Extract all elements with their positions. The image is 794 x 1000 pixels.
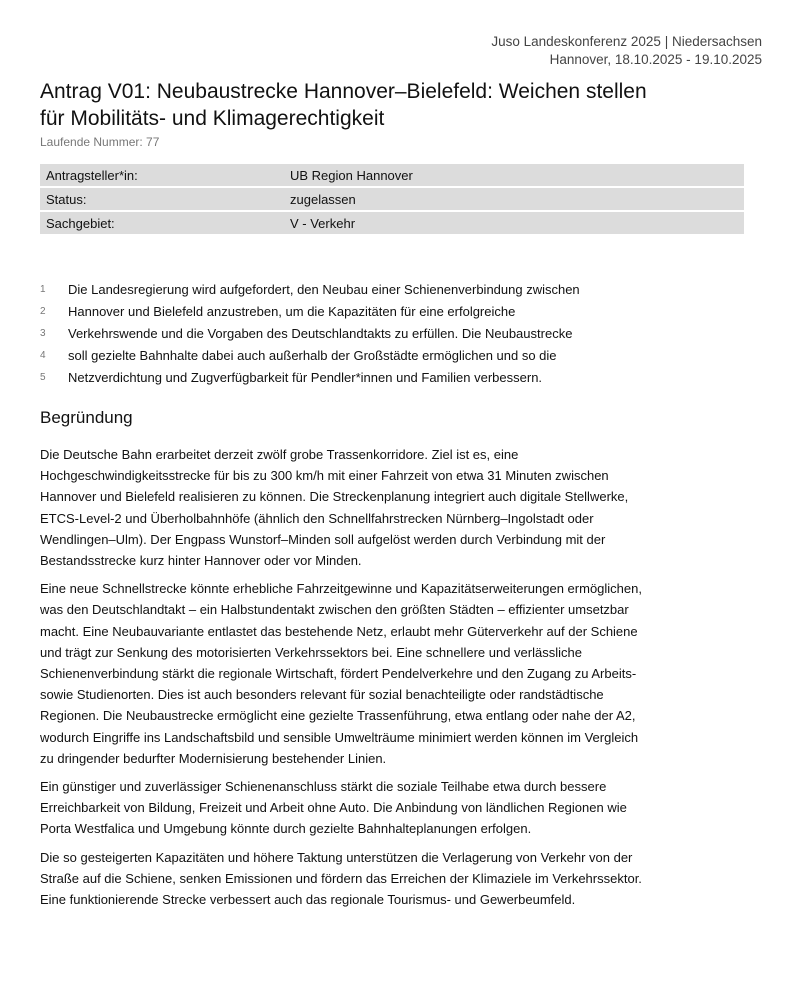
meta-value: zugelassen (284, 187, 744, 211)
motion-title-line: Antrag V01: Neubaustrecke Hannover–Bielefeld: Weichen stellen (40, 80, 647, 103)
line-number: 3 (40, 327, 46, 339)
paragraph-line: Hochgeschwindigkeitsstrecke für bis zu 300 km/h mit einer Fahrzeit von etwa 31 Minuten zwischen (40, 468, 609, 484)
paragraph-line: wodurch Eingriffe ins Landschaftsbild und sensible Umwelträume minimiert werden können im Vergleich (40, 729, 639, 745)
paragraph-line: Eine funktionierende Strecke verbessert auch das regionale Tourismus- und Gewerbeumfeld. (40, 892, 576, 908)
line-number: 5 (40, 371, 46, 383)
reasoning-body (40, 444, 760, 917)
document-header (491, 33, 762, 69)
reasoning-paragraph (40, 444, 760, 571)
paragraph-line: Die Deutsche Bahn erarbeitet derzeit zwölf grobe Trassenkorridore. Ziel ist es, eine (40, 447, 519, 462)
meta-key: Antragsteller*in: (40, 164, 284, 187)
meta-row-subject (40, 211, 744, 235)
paragraph-line: Straße auf die Schiene, senken Emissionen und fördern das Erreichen der Klimaziele im Verkehrssektor. (40, 870, 642, 886)
line-text: Netzverdichtung und Zugverfügbarkeit für Pendler*innen und Familien verbessern. (68, 369, 543, 385)
line-number: 2 (40, 305, 46, 317)
paragraph-line: Eine neue Schnellstrecke könnte erhebliche Fahrzeitgewinne und Kapazitätserweiterungen ermöglichen, (40, 581, 642, 597)
paragraph-line: Ein günstiger und zuverlässiger Schienenanschluss stärkt die soziale Teilhabe etwa durch bessere (40, 779, 607, 795)
motion-line (40, 322, 760, 344)
meta-value: V - Verkehr (284, 211, 744, 235)
conference-name: Juso Landeskonferenz 2025 | Niedersachsen (491, 34, 762, 49)
paragraph-line: Wendlingen–Ulm). Der Engpass Wunstorf–Minden soll aufgelöst werden durch Verbindung mit der (40, 531, 606, 547)
motion-line (40, 366, 760, 388)
paragraph-line: Regionen. Die Neubaustrecke ermöglicht eine gezielte Trassenführung, etwa entlang oder nahe der A2, (40, 708, 636, 724)
paragraph-line: zu dringender bedurfter Modernisierung bestehender Linien. (40, 750, 387, 766)
paragraph-line: ETCS-Level-2 und Überholbahnhöfe (ähnlich den Schnellfahrstrecken Nürnberg–Ingolstadt oder (40, 510, 594, 526)
reasoning-paragraph (40, 578, 760, 769)
motion-line (40, 278, 760, 300)
line-text: soll gezielte Bahnhalte dabei auch außerhalb der Großstädte ermöglichen und so die (68, 347, 557, 363)
paragraph-line: sowie Studienorten. Dies ist auch besonders relevant für sozial benachteiligte oder randstädtische (40, 687, 604, 703)
meta-key: Status: (40, 187, 284, 211)
paragraph-line: Die so gesteigerten Kapazitäten und höhere Taktung unterstützen die Verlagerung von Verkehr von der (40, 849, 633, 865)
paragraph-line: Bestandsstrecke kurz hinter Hannover oder vor Minden. (40, 553, 362, 569)
motion-serial-number: Laufende Nummer: 77 (40, 135, 160, 149)
reasoning-heading: Begründung (40, 408, 133, 427)
paragraph-line: Hannover und Bielefeld realisieren zu können. Die Streckenplanung integriert auch digitale Stellwerke, (40, 489, 629, 505)
line-text: Verkehrswende und die Vorgaben des Deutschlandtakts zu erfüllen. Die Neubaustrecke (68, 325, 573, 341)
paragraph-line: Porta Westfalica und Umgebung könnte durch gezielte Bahnhalteplanungen erfolgen. (40, 821, 532, 837)
motion-text (40, 278, 760, 388)
reasoning-paragraph (40, 847, 760, 911)
line-number: 1 (40, 283, 46, 295)
paragraph-line: Erreichbarkeit von Bildung, Freizeit und Arbeit ohne Auto. Die Anbindung von ländlichen Regionen wie (40, 800, 627, 816)
motion-title-line: für Mobilitäts- und Klimagerechtigkeit (40, 107, 385, 130)
motion-meta-table (40, 164, 744, 236)
meta-key: Sachgebiet: (40, 211, 284, 235)
meta-value: UB Region Hannover (284, 164, 744, 187)
line-text: Hannover und Bielefeld anzustreben, um die Kapazitäten für eine erfolgreiche (68, 303, 516, 319)
paragraph-line: Schienenverbindung stärkt die regionale Wirtschaft, fördert Pendelverkehre und den Zugang zu Arbeits- (40, 666, 637, 682)
reasoning-paragraph (40, 776, 760, 840)
paragraph-line: was den Deutschlandtakt – ein Halbstundentakt zwischen den größten Städten – effizienter umsetzbar (40, 602, 629, 618)
line-number: 4 (40, 349, 46, 361)
motion-line (40, 300, 760, 322)
motion-title (40, 78, 760, 132)
meta-row-status (40, 187, 744, 211)
motion-line (40, 344, 760, 366)
meta-row-applicant (40, 164, 744, 187)
paragraph-line: und trägt zur Senkung des motorisierten Verkehrssektors bei. Eine schnellere und verlässliche (40, 644, 582, 660)
paragraph-line: macht. Eine Neubauvariante entlastet das bestehende Netz, erlaubt mehr Güterverkehr auf der Schiene (40, 623, 638, 639)
conference-place-date: Hannover, 18.10.2025 - 19.10.2025 (549, 52, 762, 67)
line-text: Die Landesregierung wird aufgefordert, den Neubau einer Schienenverbindung zwischen (68, 281, 580, 297)
